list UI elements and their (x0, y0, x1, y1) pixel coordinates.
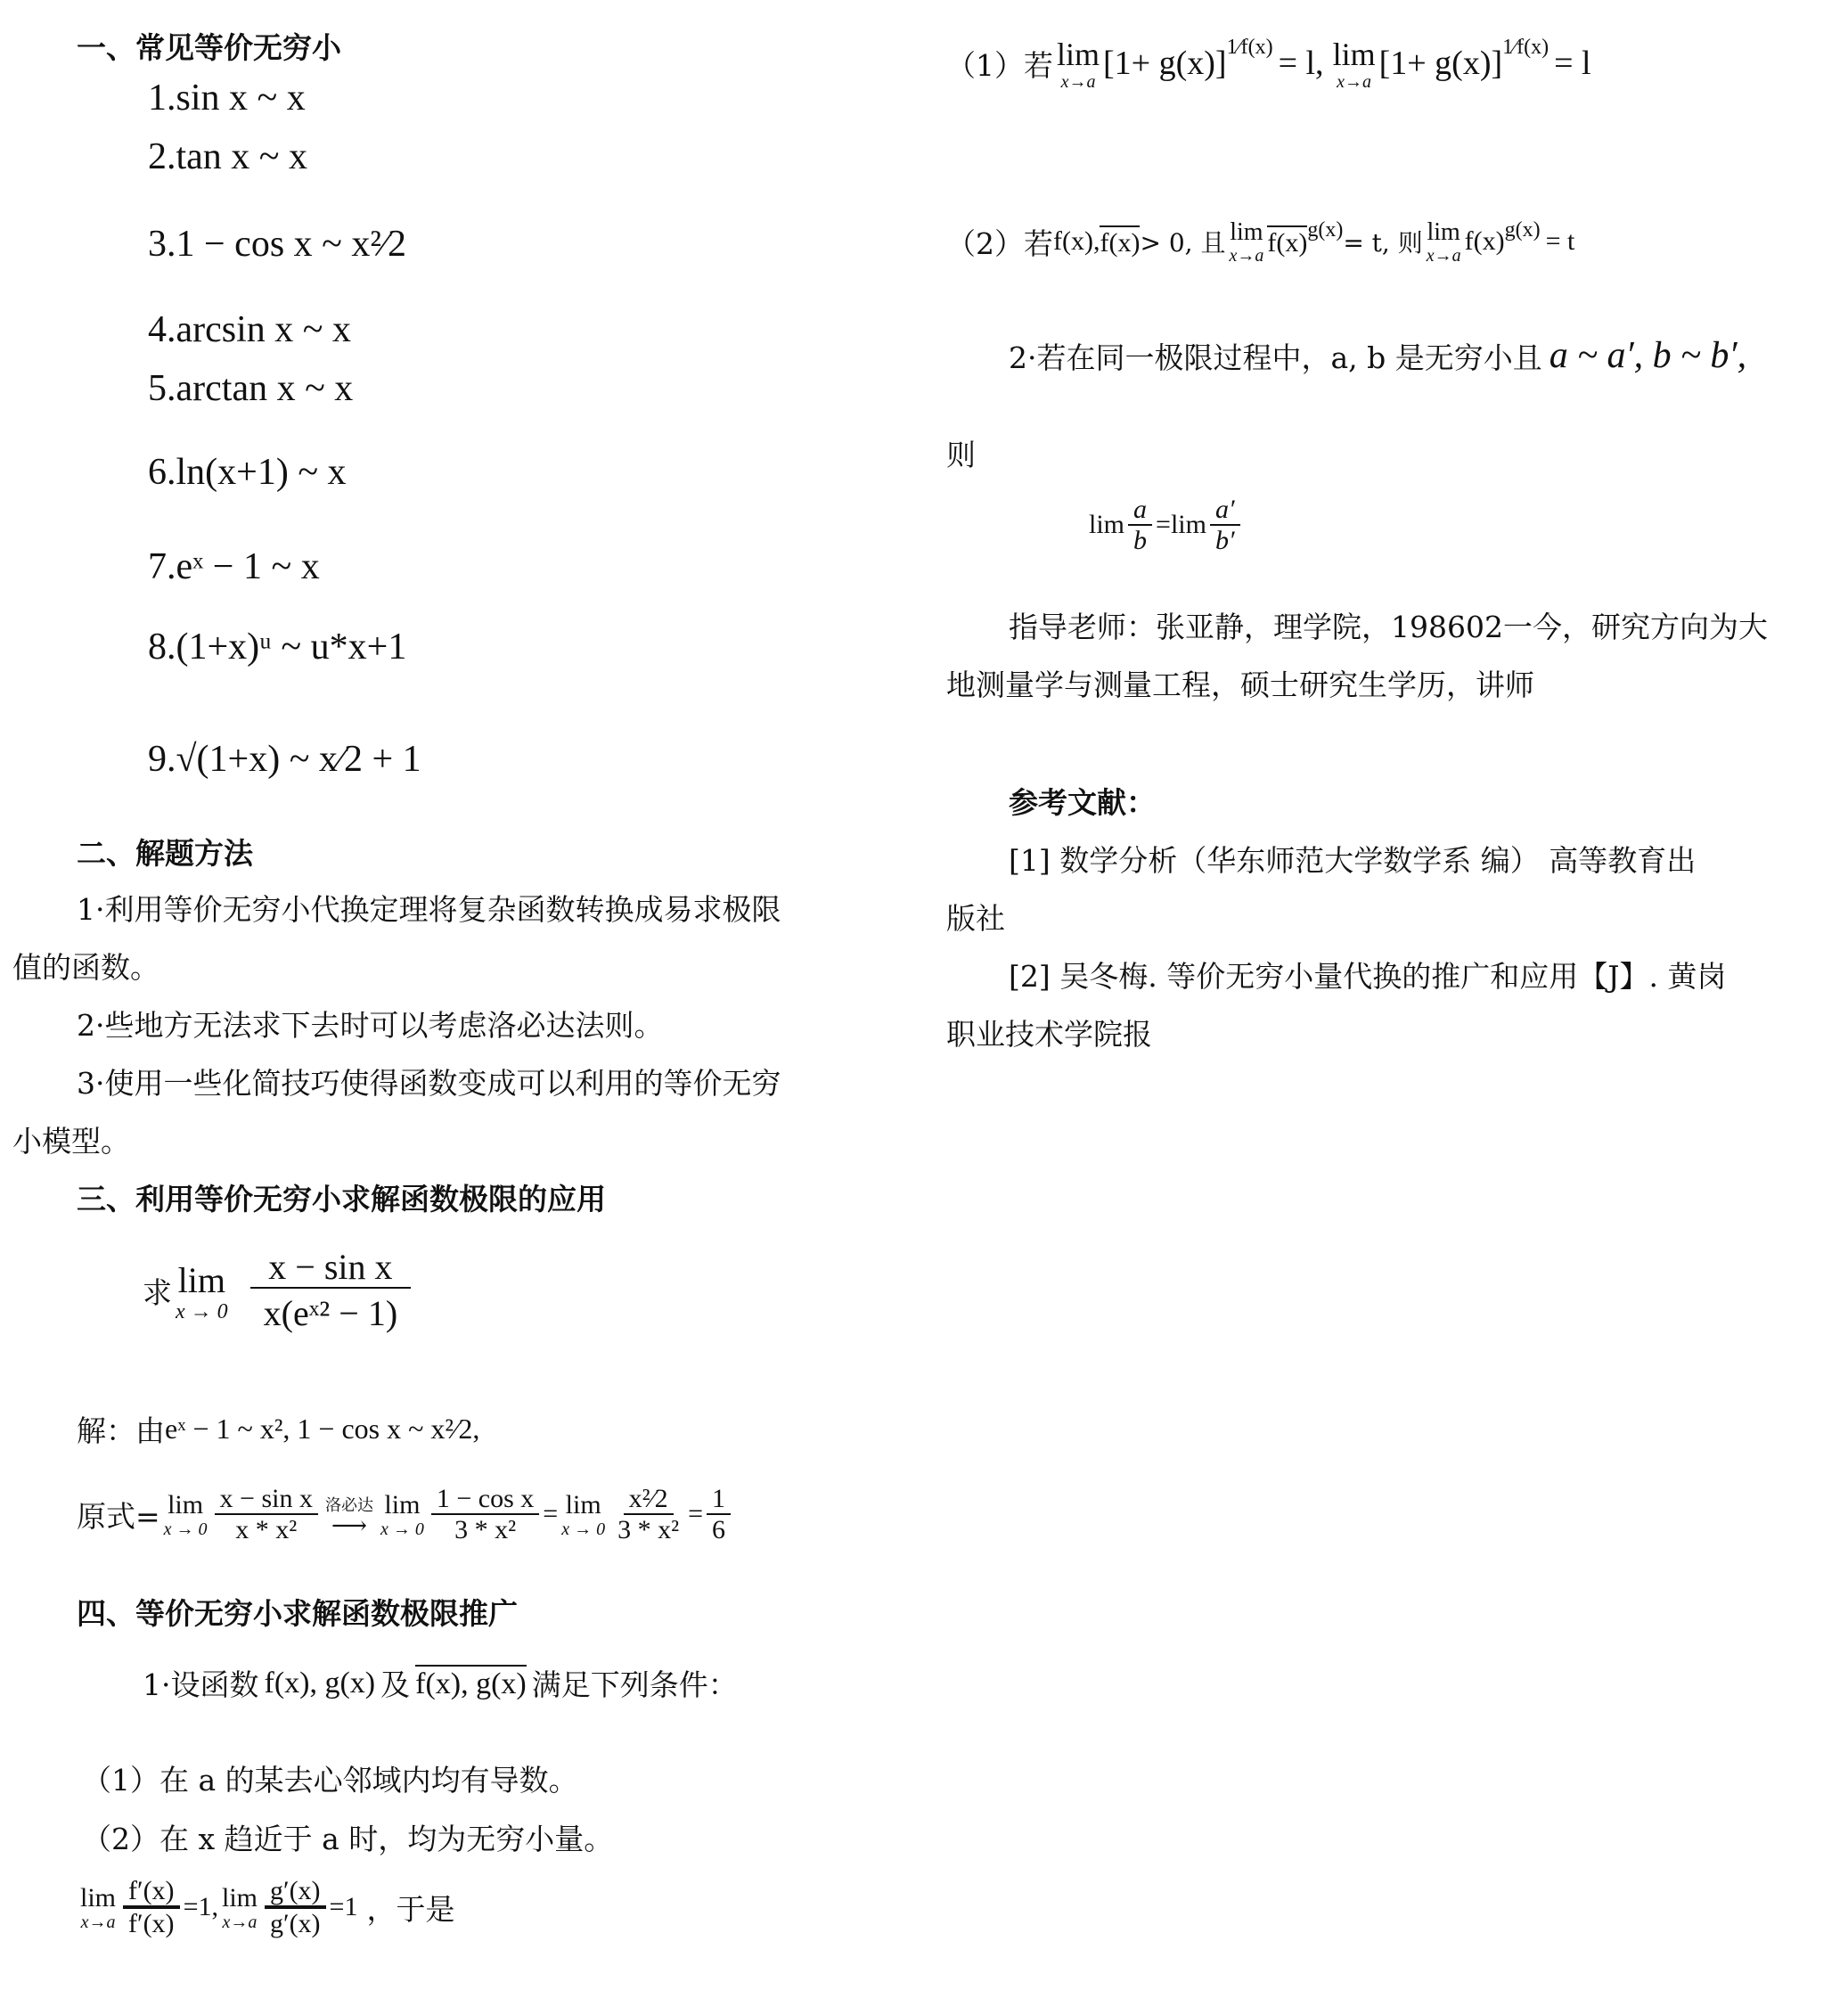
ratio-b-prime: b′ (1214, 526, 1235, 555)
right-condition-1 (946, 36, 1591, 91)
ask-label: 求 (143, 1274, 172, 1310)
lim-1-word: lim (168, 1490, 204, 1519)
equivalence-4: 4.arcsin x ~ x (148, 309, 352, 350)
example-numerator: x − sin x (250, 1248, 410, 1289)
lim-2-sub: x → 0 (380, 1519, 424, 1539)
references-heading: 参考文献： (1009, 785, 1156, 820)
reference-1-line-1: [1] 数学分析（华东师范大学数学系 编） 高等教育出 (1009, 843, 1697, 878)
equivalence-3: 3.1 − cos x ~ x²⁄2 (148, 224, 407, 265)
result-den: 6 (712, 1515, 726, 1544)
theorem-2-text: 2·若在同一极限过程中，a, b 是无穷小且 (1009, 340, 1542, 375)
limit-subscript: x → 0 (176, 1299, 228, 1323)
r1-exponent-a: 1⁄f(x) (1226, 36, 1273, 59)
ratio-ab-prime (1210, 495, 1240, 555)
equivalence-6: 6.ln(x+1) ~ x (148, 452, 347, 493)
limit-operator (176, 1259, 228, 1323)
derivation-fraction-3 (612, 1484, 684, 1544)
ratio-ab (1128, 495, 1152, 555)
lim-word-1: lim (1089, 510, 1125, 539)
r1-lim-a (1057, 36, 1100, 91)
fraction-1-den: x * x² (235, 1515, 298, 1544)
section-heading-2: 二、解题方法 (77, 836, 253, 871)
lim-word-2: lim (1170, 510, 1206, 539)
derivation-fraction-2 (431, 1484, 539, 1544)
ratio-a: a (1128, 495, 1152, 526)
reference-1-line-2: 版社 (946, 901, 1005, 936)
advisor-line-1: 指导老师：张亚静，理学院，198602一今，研究方向为大 (1009, 610, 1768, 644)
r1-end: = l (1554, 45, 1591, 82)
lim-1 (164, 1490, 208, 1538)
theorem-2-then: 则 (946, 438, 976, 472)
lim-fp-sub: x→a (80, 1913, 116, 1932)
method-3-line-1: 3·使用一些化简技巧使得函数变成可以利用的等价无穷 (77, 1066, 781, 1101)
arrow-icon: ⟶ (331, 1510, 368, 1540)
theorem-2-math: a ~ a′, b ~ b′, (1549, 335, 1747, 376)
r2-f-2: f(x) (1464, 226, 1505, 256)
solution-label: 解：由 (77, 1413, 165, 1448)
reference-2-line-1: [2] 吴冬梅. 等价无穷小量代换的推广和应用【J】. 黄岗 (1009, 959, 1727, 994)
lhopital-label: 洛必达 (324, 1495, 373, 1515)
r2-label: （2）若 (946, 225, 1053, 261)
r2-exp-b: g(x) (1504, 218, 1541, 242)
solution-line (77, 1408, 479, 1450)
g-derivative-ratio (265, 1876, 326, 1938)
section-heading-4: 四、等价无穷小求解函数极限推广 (77, 1596, 518, 1631)
r2-end: = t (1545, 226, 1575, 256)
ratio-a-prime: a′ (1210, 495, 1240, 526)
equivalence-1: 1.sin x ~ x (148, 78, 306, 119)
example-problem (143, 1248, 419, 1333)
r2-bar-f-2: f(x) (1267, 225, 1307, 258)
equivalence-7: 7.eˣ − 1 ~ x (148, 546, 320, 587)
equivalence-8: 8.(1+x)ᵘ ~ u*x+1 (148, 627, 407, 668)
r2-lim-b-word: lim (1427, 218, 1460, 246)
derivation-fraction-1 (215, 1484, 318, 1544)
r1-lim-a-word: lim (1057, 37, 1100, 72)
premise-prefix: 1·设函数 (143, 1667, 259, 1702)
example-denominator: x(eˣ² − 1) (263, 1293, 398, 1333)
equivalence-9: 9.√(1+x) ~ x⁄2 + 1 (148, 739, 421, 780)
r2-lim-b (1427, 218, 1461, 265)
r1-lim-b (1333, 36, 1376, 91)
original-label: 原式= (77, 1498, 160, 1534)
fraction-2-den: 3 * x² (454, 1515, 517, 1544)
lim-fp (80, 1883, 116, 1931)
r1-mid: = l, (1278, 45, 1324, 82)
r1-lim-a-sub: x→a (1060, 72, 1096, 92)
theorem-2-line (1009, 334, 1746, 377)
advisor-line-2: 地测量学与测量工程，硕士研究生学历，讲师 (946, 668, 1534, 702)
right-condition-2 (946, 218, 1574, 265)
fraction-2-num: 1 − cos x (431, 1484, 539, 1515)
generalization-premise (143, 1662, 738, 1704)
solution-equivalences: eˣ − 1 ~ x², 1 − cos x ~ x²⁄2, (165, 1413, 480, 1445)
r1-bracket-b: [1+ g(x)] (1378, 45, 1503, 82)
premise-and: 及 (380, 1667, 411, 1702)
derivation-line (77, 1484, 734, 1544)
equals-ratio: = (1156, 510, 1171, 539)
method-3-line-2: 小模型。 (12, 1124, 130, 1159)
equals-sign-2: = (688, 1499, 704, 1528)
section-heading-3: 三、利用等价无穷小求解函数极限的应用 (77, 1182, 606, 1216)
premise-functions: f(x), g(x) (264, 1666, 376, 1700)
theorem-2-conclusion (1089, 495, 1244, 555)
r2-f: f(x), (1053, 226, 1100, 256)
premise-suffix: 满足下列条件： (531, 1667, 738, 1702)
lim-3-sub: x → 0 (561, 1519, 606, 1539)
r2-mid: = t, 则 (1343, 228, 1423, 258)
r1-bracket-a: [1+ g(x)] (1103, 45, 1227, 82)
equivalence-2: 2.tan x ~ x (148, 136, 308, 177)
lim-2-word: lim (384, 1490, 421, 1519)
lim-3 (561, 1490, 605, 1538)
r1-exponent-b: 1⁄f(x) (1502, 36, 1550, 59)
gp-den: g′(x) (265, 1907, 326, 1938)
ratio-b: b (1133, 526, 1148, 555)
fraction-3-num: x²⁄2 (624, 1484, 674, 1515)
condition-1: （1）在 a 的某去心邻域内均有导数。 (82, 1763, 578, 1798)
method-2: 2·些地方无法求下去时可以考虑洛必达法则。 (77, 1008, 664, 1043)
gp-num: g′(x) (265, 1876, 326, 1907)
equals-sign: = (543, 1499, 559, 1528)
r1-label: （1）若 (946, 47, 1053, 83)
method-1-line-1: 1·利用等价无穷小代换定理将复杂函数转换成易求极限 (77, 892, 781, 927)
r2-exp-a: g(x) (1307, 218, 1344, 242)
reference-2-line-2: 职业技术学院报 (946, 1017, 1152, 1052)
fraction-3-den: 3 * x² (617, 1515, 680, 1544)
section-heading-1: 一、常见等价无穷小 (77, 30, 341, 65)
lhopital-arrow (324, 1493, 373, 1540)
equivalence-5: 5.arctan x ~ x (148, 368, 354, 409)
f-derivative-ratio (123, 1876, 180, 1938)
r2-lim-b-sub: x→a (1426, 246, 1461, 266)
r2-lim-a (1229, 218, 1263, 265)
r2-lim-a-word: lim (1230, 218, 1263, 246)
premise-overlined-functions: f(x), g(x) (415, 1665, 527, 1701)
lim-1-sub: x → 0 (163, 1519, 208, 1539)
lim-gp-sub: x→a (222, 1913, 258, 1932)
result-num: 1 (707, 1484, 731, 1515)
r1-lim-b-word: lim (1332, 37, 1376, 72)
method-1-line-2: 值的函数。 (12, 950, 159, 985)
r2-bar-f: f(x) (1100, 225, 1140, 258)
lim-2 (380, 1490, 424, 1538)
r2-lim-a-sub: x→a (1229, 246, 1264, 266)
condition-2: （2）在 x 趋近于 a 时，均为无穷小量。 (82, 1822, 614, 1856)
result-fraction (707, 1484, 731, 1544)
r2-gt: > 0, 且 (1140, 228, 1226, 258)
equals-one-2: =1 (329, 1892, 358, 1921)
lim-gp-word: lim (221, 1883, 258, 1913)
equals-one: =1, (183, 1892, 218, 1921)
fp-den: f′(x) (123, 1907, 180, 1938)
fraction-1-num: x − sin x (215, 1484, 318, 1515)
derivative-ratio-line (77, 1876, 454, 1938)
fp-num: f′(x) (123, 1876, 180, 1907)
lim-word: lim (177, 1259, 225, 1300)
r1-lim-b-sub: x→a (1337, 72, 1372, 92)
lim-gp (222, 1883, 258, 1931)
lim-fp-word: lim (80, 1883, 117, 1913)
lim-3-word: lim (565, 1490, 601, 1519)
example-fraction (246, 1248, 416, 1333)
thus-text: ，于是 (366, 1891, 455, 1927)
